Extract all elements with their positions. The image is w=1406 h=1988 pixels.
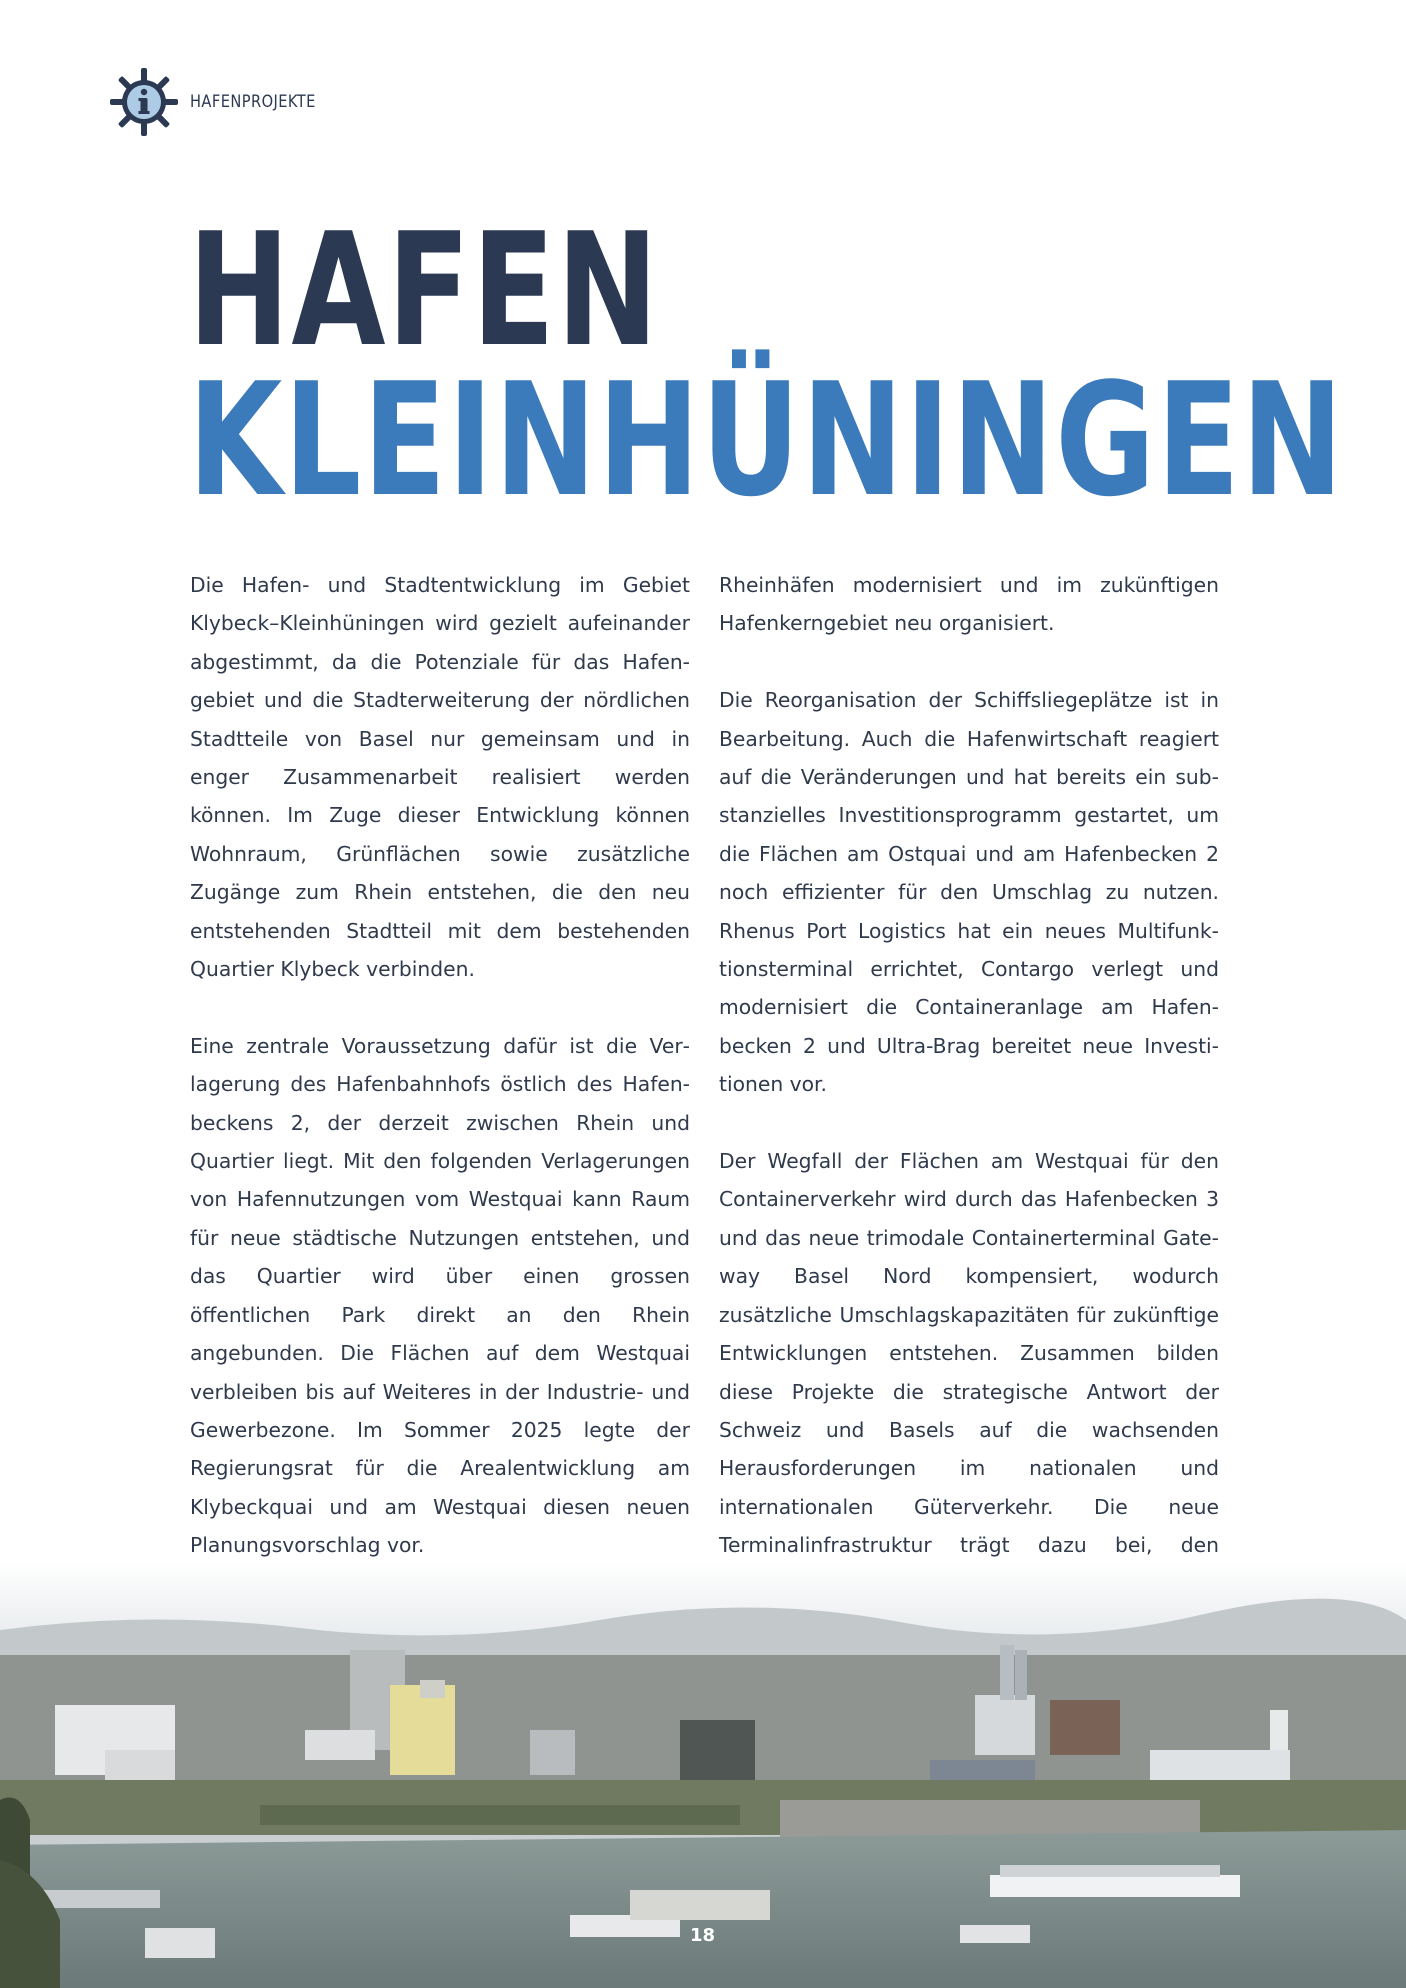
text-column-right (719, 566, 1219, 1680)
paragraph: Der Wegfall der Flächen am Westquai für den Containerverkehr wird durch das Hafenbecken 3 und das neue trimodale Containerterminal Gateway Basel Nord kompensiert, wodurch zusätzliche Umschlagskapazitäten für zukünftige Entwicklungen entstehen. Zusammen bilden diese Projekte die strategische Antwort der Schweiz und Basels auf die wachsenden Herausforderungen im nationalen und internationalen Güterverkehr. Die neue Terminalinfrastruktur trägt dazu bei, den (719, 1149, 1219, 1558)
paragraph: Die Hafen- und Stadtentwicklung im Gebiet Klybeck–Kleinhüningen wird gezielt aufeinander abgestimmt, da die Potenziale für das Hafengebiet und die Stadterweiterung der nördlichen Stadtteile von Basel nur gemeinsam und in enger Zusammenarbeit realisiert werden können. Im Zuge dieser Entwicklung können Wohnraum, Grünflächen sowie zusätzliche Zugänge zum Rhein entstehen, die den neu entstehenden Stadtteil mit dem bestehenden Quartier Klybeck verbinden. (190, 573, 690, 982)
text-column-left (190, 566, 690, 1680)
section-label: HAFENPROJEKTE (190, 92, 316, 112)
harbor-aerial-photo (0, 1560, 1406, 1988)
ship-wheel-info-icon (110, 68, 178, 136)
page-number: 18 (690, 1925, 716, 1946)
page-title (188, 199, 1345, 531)
paragraph: Eine zentrale Voraussetzung dafür ist die Verlagerung des Hafenbahnhofs östlich des Hafenbeckens 2, der derzeit zwischen Rhein und Quartier liegt. Mit den folgenden Verlagerungen von Hafennutzungen vom Westquai kann Raum für neue städtische Nutzungen entstehen, und das Quartier wird über einen grossen öffentlichen Park direkt an den Rhein angebunden. Die Flächen auf dem Westquai verbleiben bis auf Weiteres in der Industrie- und Gewerbezone. Im Sommer 2025 legte der Regierungsrat für die Arealentwicklung am Klybeckquai und am Westquai diesen neuen Planungsvorschlag vor. (190, 1033, 690, 1558)
article-body (190, 566, 1219, 1680)
paragraph: Rheinhäfen modernisiert und im zukünftigen Hafenkerngebiet neu organisiert. (719, 573, 1219, 636)
page-header (110, 68, 336, 136)
title-line-hafen: HAFEN (188, 199, 660, 381)
paragraph: Die Reorganisation der Schiffsliegeplätze ist in Bearbeitung. Auch die Hafenwirtschaft reagiert auf die Veränderungen und hat bereits ein substanzielles Investitionsprogramm gestartet, um die Flächen am Ostquai und am Hafenbecken 2 noch effizienter für den Umschlag zu nutzen. Rhenus Port Logistics hat ein neues Multifunktionsterminal errichtet, Contargo verlegt und modernisiert die Containeranlage am Hafenbecken 2 und Ultra-Brag bereitet neue Investitionen vor. (719, 688, 1219, 1097)
title-line-kleinhueningen: KLEINHÜNINGEN (188, 349, 1345, 531)
